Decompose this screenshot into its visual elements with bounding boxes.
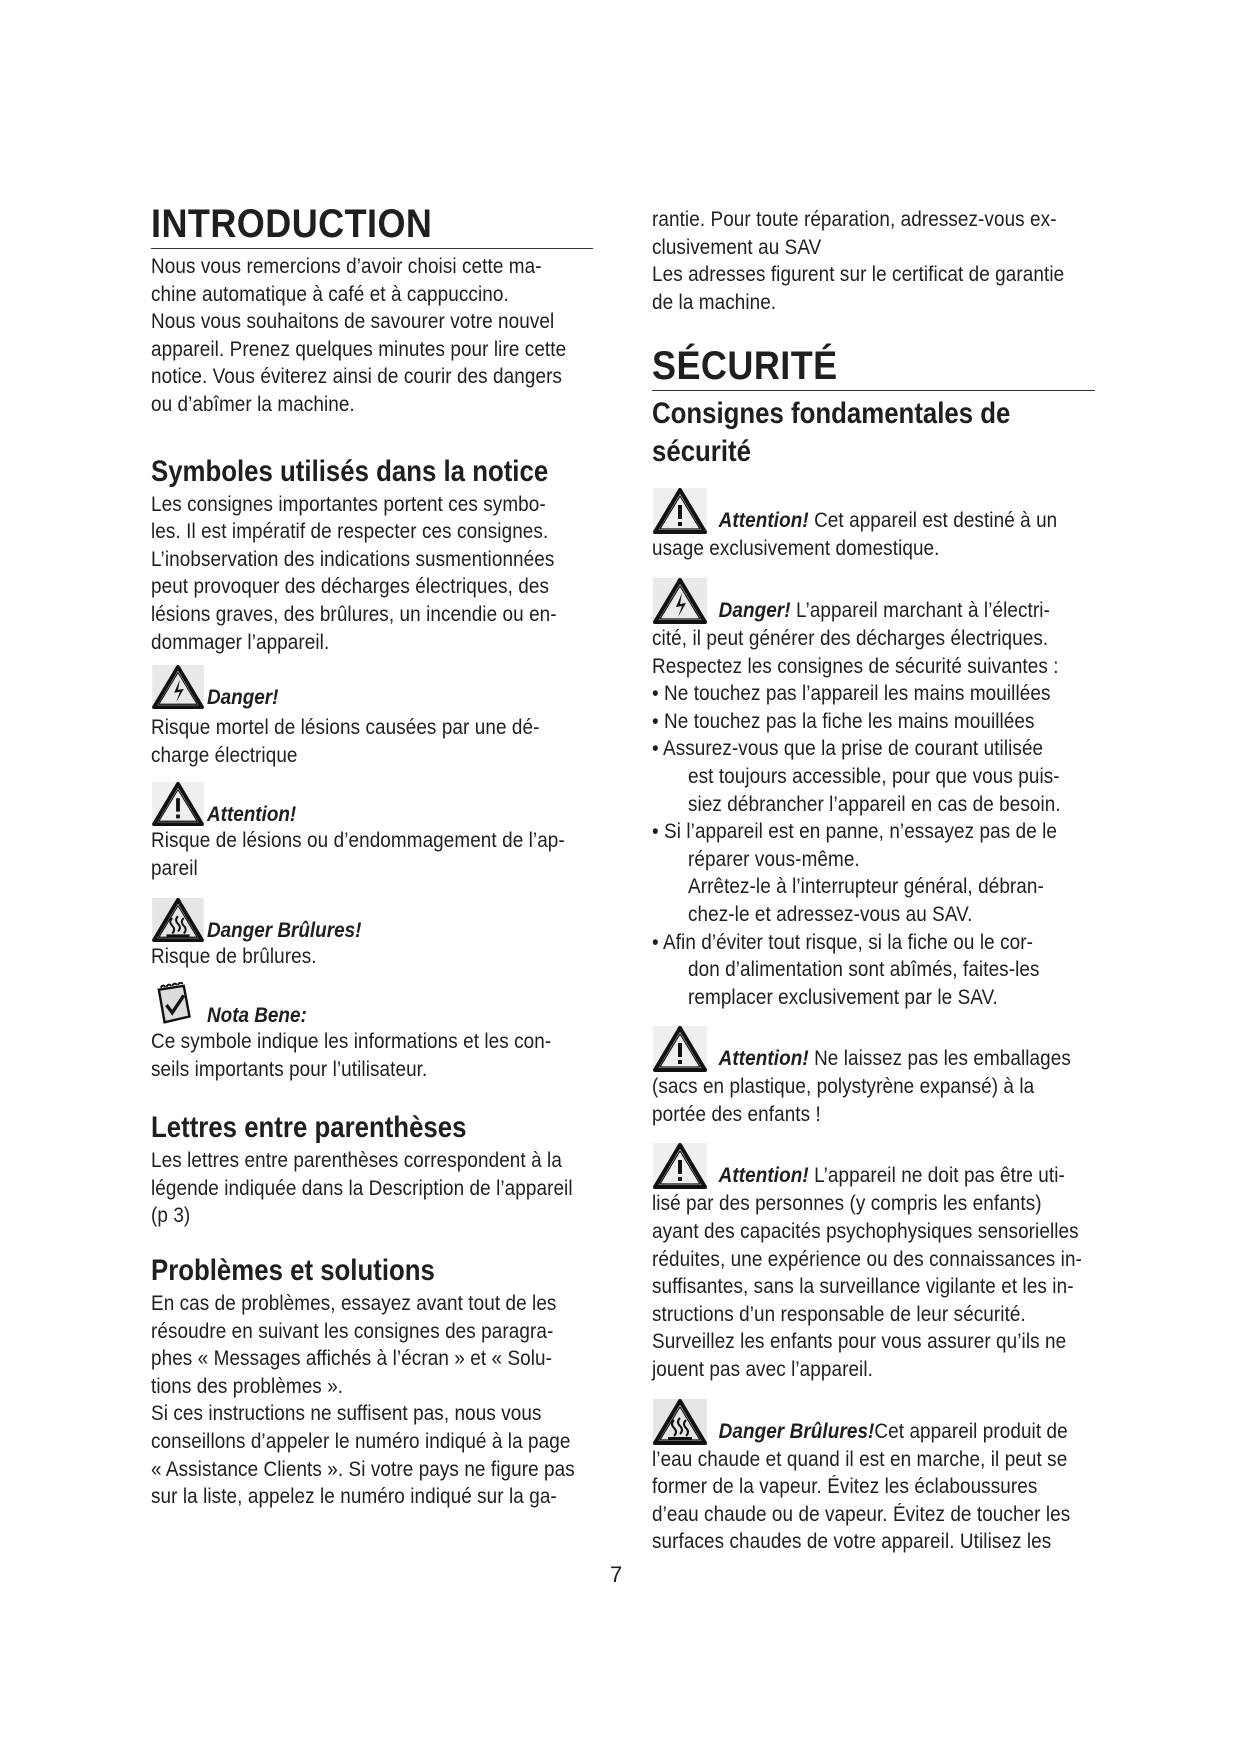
warning-icon [151, 781, 205, 827]
intro-paragraph: Nous vous remercions d’avoir choisi cette ma- chine automatique à café et à cappuccino. Nous vous souhaitons de savourer votre nouvel appareil. Prenez quelques minutes pour lire cette notice. Vous éviterez ainsi de courir des dangers ou d’abîmer la machine. [151, 255, 567, 416]
page-number: 7 [610, 1562, 623, 1587]
introduction-heading: INTRODUCTION [151, 202, 593, 249]
bullet-dot: • [652, 820, 665, 844]
problems-heading: Problèmes et solutions [151, 1254, 435, 1288]
list-item: • Ne touchez pas la fiche les mains mouillées [652, 709, 1035, 733]
letters-paragraph: Les lettres entre parenthèses correspondent à la légende indiquée dans la Description de l’appareil (p 3) [151, 1149, 573, 1228]
consignes-heading-line2: sécurité [652, 435, 751, 469]
problems-paragraph: En cas de problèmes, essayez avant tout de les résoudre en suivant les consignes des paragra- phes « Messages affichés à l’écran » et « Solu- tions des problèmes ». Si ces instructions ne suffisent pas, nous vous conseillons d’appeler le numéro indiqué à la page « Assistance Clients ». Si votre pays ne figure pas sur la liste, appelez le numéro indiqué sur la ga- [151, 1292, 575, 1509]
list-item: • Assurez-vous que la prise de courant utilisée [652, 737, 1044, 761]
bullet-dot: • [652, 737, 664, 761]
symbols-heading: Symboles utilisés dans la notice [151, 454, 549, 488]
left-column: INTRODUCTION Nous vous remercions d’avoir choisi cette ma- chine automatique à café et à cappuccino. Nous vous souhaitons de savourer votre nouvel appareil. Prenez quelques minutes pour lire cette notice. Vous éviterez ainsi de courir des dangers ou d’abîmer la machine. Symboles utilisés dans la notice Les consignes importantes portent ces symbo- les. Il est impératif de respecter ces consignes. L’inobservation des indications susmentionnées peut provoquer des décharges électriques, des lésions graves, des brûlures, un incendie ou en- dommager l’appareil. Danger! Risque mortel de lésions causées par une dé- charge électrique Attention! Risque de lésions ou d’endommagement de l’ap- pareil Danger Brûlures! Risque de brûlures. Nota Bene: Ce symbole indique les informations et les con- seils importants pour l’utilisateur. Lettres entre parenthèses Les lettres entre parenthèses correspondent à la légende indiquée dans la Description de l’appareil (p 3) Problèmes et solutions En cas de problèmes, essayez avant tout de les résoudre en suivant les consignes des paragra- phes « Messages affichés à l’écran » et « Solu- tions des problèmes ». Si ces instructions ne suffisent pas, nous vous conseillons d’appeler le numéro indiqué à la page « Assistance Clients ». Si votre pays ne figure pas sur la liste, appelez le numéro indiqué sur la ga- [151, 202, 593, 1511]
warning-electric: Danger! L’appareil marchant à l’électri- cité, il peut générer des décharges électriques. Respectez les consignes de sécurité suivantes : • Ne touchez pas l’appareil les mains mouillées • Ne touchez pas la fiche les mains mouillées • Assurez-vous que la prise de courant utilisée est toujours accessible, pour que vous puis- siez débrancher l’appareil en cas de besoin. • Si l’appareil est en panne, n’essayez pas de le réparer vous-même. Arrêtez-le à l’interrupteur général, débran- chez-le et adressez-vous au SAV. • Afin d’éviter tout risque, si la fiche ou le cor- don d’alimentation sont abîmés, faites-les remplacer exclusivement par le SAV. [652, 577, 1095, 1011]
safety-bullet-list: • Ne touchez pas l’appareil les mains mouillées • Ne touchez pas la fiche les mains mouillées • Assurez-vous que la prise de courant utilisée est toujours accessible, pour que vous puis- siez débrancher l’appareil en cas de besoin. • Si l’appareil est en panne, n’essayez pas de le réparer vous-même. Arrêtez-le à l’interrupteur général, débran- chez-le et adressez-vous au SAV. • Afin d’éviter tout risque, si la fiche ou le cor- don d’alimentation sont abîmés, faites-les remplacer exclusivement par le SAV. [652, 680, 1095, 1011]
right-column [652, 206, 1095, 1556]
note-checklist-icon [151, 982, 205, 1028]
attention-symbol-row: Attention! [151, 779, 593, 827]
consignes-heading: Consignes fondamentales de [652, 397, 1011, 431]
list-item: • Si l’appareil est en panne, n’essayez pas de le [652, 820, 1058, 844]
security-heading: SÉCURITÉ [652, 344, 1095, 391]
hot-surface-icon [151, 897, 205, 943]
warning-burns: Danger Brûlures!Cet appareil produit de l’eau chaude et quand il est en marche, il peut se former de la vapeur. Évitez les éclaboussures d’eau chaude ou de vapeur. Évitez de toucher les surfaces chaudes de votre appareil. Utilisez les [652, 1398, 1095, 1556]
bullet-dot: • [652, 682, 665, 706]
nota-symbol-row: Nota Bene: [151, 980, 593, 1028]
burn-symbol-row: Danger Brûlures! [151, 895, 593, 943]
letters-heading: Lettres entre parenthèses [151, 1111, 467, 1145]
danger-symbol-row: Danger! [151, 662, 593, 710]
bullet-dot: • [652, 930, 664, 954]
warning-packaging: Attention! Ne laissez pas les emballages (sacs en plastique, polystyrène expansé) à la portée des enfants ! [652, 1025, 1095, 1128]
electric-warning-icon [151, 664, 205, 710]
list-item: • Ne touchez pas l’appareil les mains mouillées [652, 682, 1051, 706]
symbols-paragraph: Les consignes importantes portent ces symbo- les. Il est impératif de respecter ces consignes. L’inobservation des indications susmentionnées peut provoquer des décharges électriques, des lésions graves, des brûlures, un incendie ou en- dommager l’appareil. [151, 492, 557, 654]
warning-domestic-use: Attention! Cet appareil est destiné à un usage exclusivement domestique. [652, 487, 1095, 563]
warranty-continuation: rantie. Pour toute réparation, adressez-vous ex- clusivement au SAV Les adresses figurent sur le certificat de garantie de la machine. [652, 208, 1065, 314]
list-item: • Afin d’éviter tout risque, si la fiche ou le cor- [652, 930, 1033, 954]
warning-vulnerable-persons: Attention! L’appareil ne doit pas être uti- lisé par des personnes (y compris les enfants) ayant des capacités psychophysiques sensorielles réduites, une expérience ou des connaissances in- suffisantes, sans la surveillance vigilante et les in- structions d’un responsable de leur sécurité. Surveillez les enfants pour vous assurer qu’ils ne jouent pas avec l’appareil. [652, 1142, 1095, 1383]
bullet-dot: • [652, 709, 665, 733]
